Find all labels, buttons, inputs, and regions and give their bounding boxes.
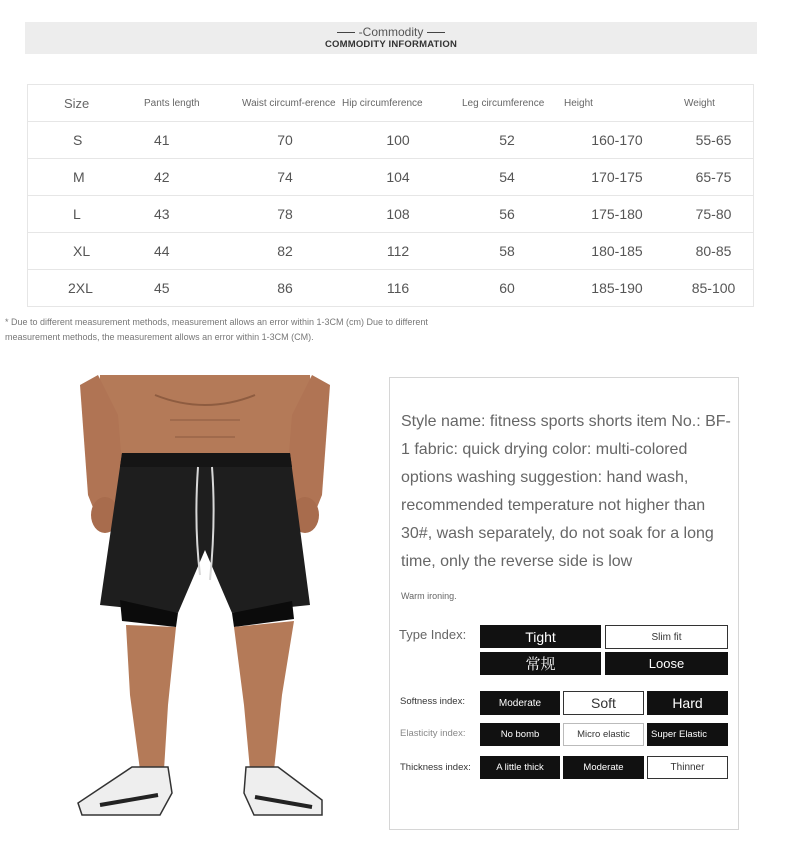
softness-option-moderate: Moderate: [480, 691, 560, 715]
banner-title: -Commodity: [358, 25, 424, 39]
table-cell: 52: [454, 122, 560, 159]
table-cell: 175-180: [560, 196, 674, 233]
table-cell: S: [28, 122, 145, 159]
thickness-option-moderate: Moderate: [563, 756, 644, 779]
table-cell: 82: [228, 233, 342, 270]
table-cell: 180-185: [560, 233, 674, 270]
shorts: [100, 453, 310, 613]
thickness-option-thinner: Thinner: [647, 756, 728, 779]
column-header: Height: [560, 85, 674, 122]
table-cell: 100: [342, 122, 454, 159]
softness-index-label: Softness index:: [400, 696, 465, 707]
table-row: [28, 159, 754, 196]
table-row: [28, 122, 754, 159]
column-header: Weight: [674, 85, 754, 122]
table-cell: 58: [454, 233, 560, 270]
elasticity-index-label: Elasticity index:: [400, 728, 466, 739]
table-row: [28, 270, 754, 307]
table-cell: 2XL: [28, 270, 145, 307]
column-header: Pants length: [144, 85, 228, 122]
table-cell: 45: [144, 270, 228, 307]
softness-option-hard: Hard: [647, 691, 728, 715]
table-cell: 65-75: [674, 159, 754, 196]
table-cell: 43: [144, 196, 228, 233]
elasticity-option-super-elastic: Super Elastic: [647, 723, 728, 746]
table-cell: 112: [342, 233, 454, 270]
column-header: Waist circumf-erence: [228, 85, 342, 122]
table-cell: 80-85: [674, 233, 754, 270]
divider: [337, 32, 355, 33]
divider: [427, 32, 445, 33]
table-cell: 74: [228, 159, 342, 196]
table-cell: M: [28, 159, 145, 196]
table-cell: 85-100: [674, 270, 754, 307]
table-cell: 108: [342, 196, 454, 233]
table-cell: 56: [454, 196, 560, 233]
column-header: Size: [28, 85, 145, 122]
type-option-regular: 常规: [480, 652, 601, 675]
column-header: Leg circumference: [454, 85, 560, 122]
type-option-slim-fit: Slim fit: [605, 625, 728, 649]
type-option-loose: Loose: [605, 652, 728, 675]
table-cell: 44: [144, 233, 228, 270]
table-cell: 55-65: [674, 122, 754, 159]
thickness-option-a-little-thick: A little thick: [480, 756, 560, 779]
table-cell: 185-190: [560, 270, 674, 307]
measurement-note: * Due to different measurement methods, measurement allows an error within 1-3CM (cm) Due to different measurement methods, the measurement allows an error within 1-3CM (CM).: [5, 317, 428, 342]
table-cell: 116: [342, 270, 454, 307]
table-cell: 42: [144, 159, 228, 196]
product-description: Style name: fitness sports shorts item No.: BF-1 fabric: quick drying color: multi-colored options washing suggestion: hand wash, recommended temperature not higher than 30#, wash separately, do not soak for a long time, only the reverse side is low: [401, 413, 731, 570]
header-banner: [25, 22, 757, 54]
product-info-panel: [389, 377, 739, 830]
banner-subtitle: COMMODITY INFORMATION: [324, 39, 458, 50]
table-cell: 54: [454, 159, 560, 196]
type-option-tight: Tight: [480, 625, 601, 648]
table-cell: L: [28, 196, 145, 233]
table-cell: 86: [228, 270, 342, 307]
softness-option-soft: Soft: [563, 691, 644, 715]
table-cell: 75-80: [674, 196, 754, 233]
elasticity-option-micro-elastic: Micro elastic: [563, 723, 644, 746]
table-header-row: [28, 85, 754, 122]
table-cell: 104: [342, 159, 454, 196]
type-index-label: Type Index:: [399, 627, 467, 642]
table-cell: 41: [144, 122, 228, 159]
elasticity-option-no-bomb: No bomb: [480, 723, 560, 746]
table-row: [28, 233, 754, 270]
column-header: Hip circumference: [342, 85, 454, 122]
ironing-note: Warm ironing.: [401, 591, 457, 601]
table-cell: XL: [28, 233, 145, 270]
size-chart-table: [27, 84, 754, 307]
table-cell: 78: [228, 196, 342, 233]
product-model-image: [60, 375, 350, 835]
thickness-index-label: Thickness index:: [400, 762, 471, 773]
table-row: [28, 196, 754, 233]
banner-title-row: [25, 25, 757, 39]
table-cell: 170-175: [560, 159, 674, 196]
table-cell: 60: [454, 270, 560, 307]
table-cell: 160-170: [560, 122, 674, 159]
table-cell: 70: [228, 122, 342, 159]
